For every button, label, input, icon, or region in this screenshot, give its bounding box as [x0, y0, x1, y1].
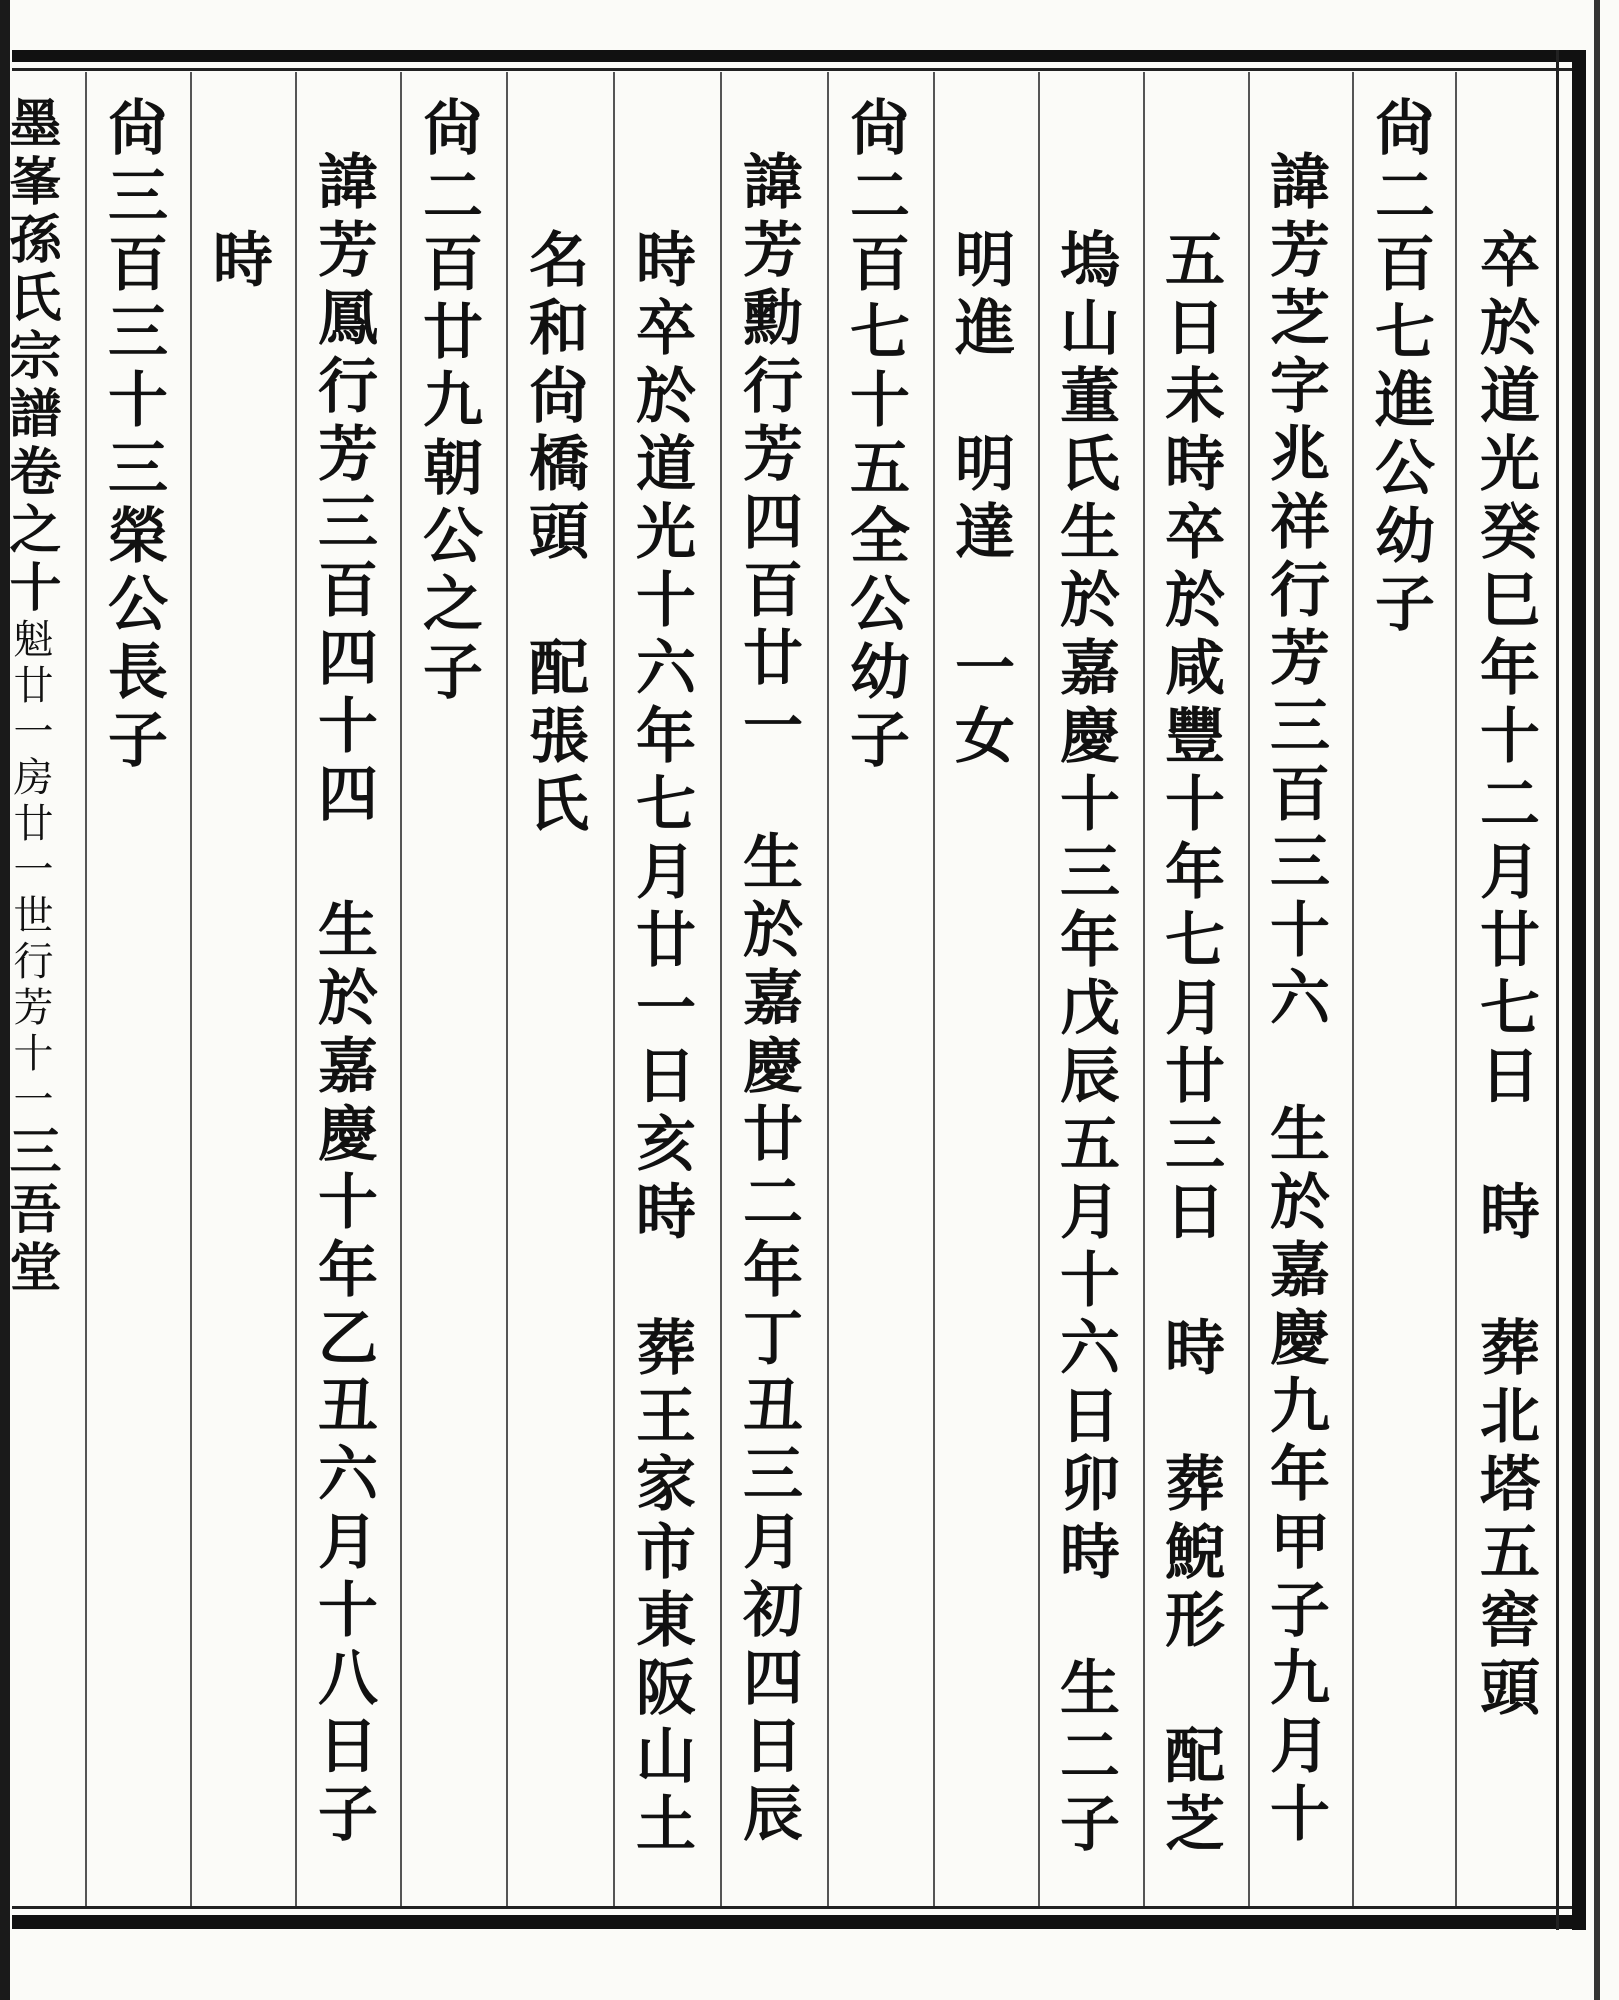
text-column-6: 明進 明達 一女 [945, 228, 1015, 772]
text-column-3: 諱芳芝字兆祥行芳三百三十六 生於嘉慶九年甲子九月十 [1260, 150, 1330, 1850]
column-divider [190, 72, 192, 1906]
text-column-4: 五日未時卒於咸豐十年七月廿三日 時 葬鯢形 配芝 [1155, 228, 1225, 1860]
text-column-5: 塢山董氏生於嘉慶十三年戊辰五月十六日卯時 生二子 [1050, 228, 1120, 1860]
column-divider [506, 72, 508, 1906]
column-divider [720, 72, 722, 1906]
text-column-14: 尙三百三十三榮公長子 [98, 96, 168, 776]
column-divider [400, 72, 402, 1906]
column-divider [1038, 72, 1040, 1906]
column-divider [85, 72, 87, 1906]
bottom-border-thin [12, 1906, 1582, 1909]
text-column-7: 尙二百七十五全公幼子 [840, 96, 910, 776]
text-column-10: 名和尙橋頭 配張氏 [519, 228, 589, 840]
column-divider [827, 72, 829, 1906]
margin-volume: 卷之十 [0, 444, 61, 618]
column-divider [295, 72, 297, 1906]
column-divider [1248, 72, 1250, 1906]
margin-hall-name: 三吾堂 [0, 1124, 61, 1298]
bottom-border-thick [12, 1915, 1582, 1929]
right-border-thick [1572, 50, 1586, 1930]
right-border-thin [1556, 50, 1559, 1930]
text-column-1: 卒於道光癸巳年十二月廿七日 時 葬北塔五窖頭 [1470, 228, 1540, 1724]
margin-title: 墨峯孫氏宗譜 [0, 96, 61, 444]
margin-section: 魁廿一房廿一世行芳 [7, 618, 53, 1032]
margin-page-number: 十一 [7, 1032, 53, 1124]
top-border-thin [12, 68, 1582, 71]
text-column-8: 諱芳勳行芳四百廿一 生於嘉慶廿二年丁丑三月初四日辰 [733, 150, 803, 1850]
text-column-13: 時 [203, 228, 273, 296]
column-divider [933, 72, 935, 1906]
text-column-11: 尙二百廿九朝公之子 [413, 96, 483, 708]
text-column-9: 時卒於道光十六年七月廿一日亥時 葬王家市東阪山土 [626, 228, 696, 1860]
text-column-12: 諱芳鳳行芳三百四十四 生於嘉慶十年乙丑六月十八日子 [308, 150, 378, 1850]
top-border-thick [12, 50, 1582, 62]
column-divider [613, 72, 615, 1906]
column-divider [1143, 72, 1145, 1906]
text-column-2: 尙二百七進公幼子 [1365, 96, 1435, 640]
column-divider [1455, 72, 1457, 1906]
page-edge [1594, 0, 1600, 2000]
column-divider [1352, 72, 1354, 1906]
margin-caption [0, 96, 61, 1298]
